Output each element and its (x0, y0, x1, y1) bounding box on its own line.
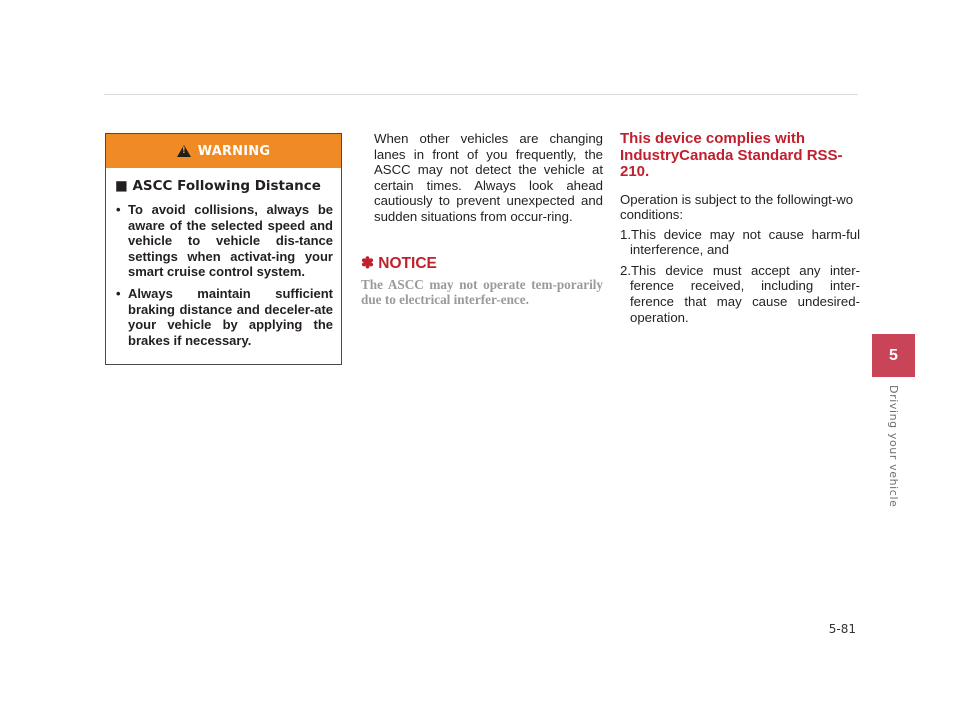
list-item: 1.This device may not cause harm-ful interference, and (620, 226, 860, 258)
notice-text: The ASCC may not operate tem-porarily due to electrical interfer-ence. (361, 276, 603, 307)
right-column (620, 131, 860, 330)
list-item: 2.This device must accept any inter-ference received, including inter-ference that may cause undesired-operation. (620, 262, 860, 325)
section-heading: This device complies with IndustryCanada Standard RSS-210. (620, 130, 843, 180)
warning-header-label: WARNING (197, 143, 271, 159)
warning-list (106, 202, 341, 348)
chapter-label-text: Driving your vehicle (887, 385, 900, 508)
list-item: • Always maintain sufficient braking distance and deceler-ate your vehicle by applying the brakes if necessary. (116, 285, 333, 348)
page-number: 5-81 (828, 622, 856, 636)
body-paragraph: Operation is subject to the followingt-wo conditions: (620, 191, 854, 223)
warning-item-text: To avoid collisions, always be aware of the selected speed and vehicle to vehicle dis-tance settings when activat-ing your smart cruise control system. (128, 202, 333, 280)
notice-title: ✽ NOTICE (361, 254, 437, 272)
warning-triangle-icon: ! (177, 145, 191, 157)
chapter-tab: 5 (872, 334, 915, 377)
conditions-list (620, 227, 860, 326)
list-item: • To avoid collisions, always be aware of the selected speed and vehicle to vehicle dis-tance settings when activat-ing your smart cruise control system. (116, 202, 333, 280)
warning-item-text: Always maintain sufficient braking distance and deceler-ate your vehicle by applying the brakes if necessary. (128, 285, 333, 348)
header-divider (104, 94, 858, 95)
middle-column (361, 131, 603, 307)
body-paragraph: When other vehicles are changing lanes in front of you frequently, the ASCC may not detect the vehicle at certain times. Always look ahead cautiously to prevent unexpected and sudden situations from occur-ring. (374, 131, 603, 224)
warning-header (106, 134, 341, 168)
warning-box (105, 133, 342, 365)
warning-title: ■ ASCC Following Distance (115, 178, 321, 194)
